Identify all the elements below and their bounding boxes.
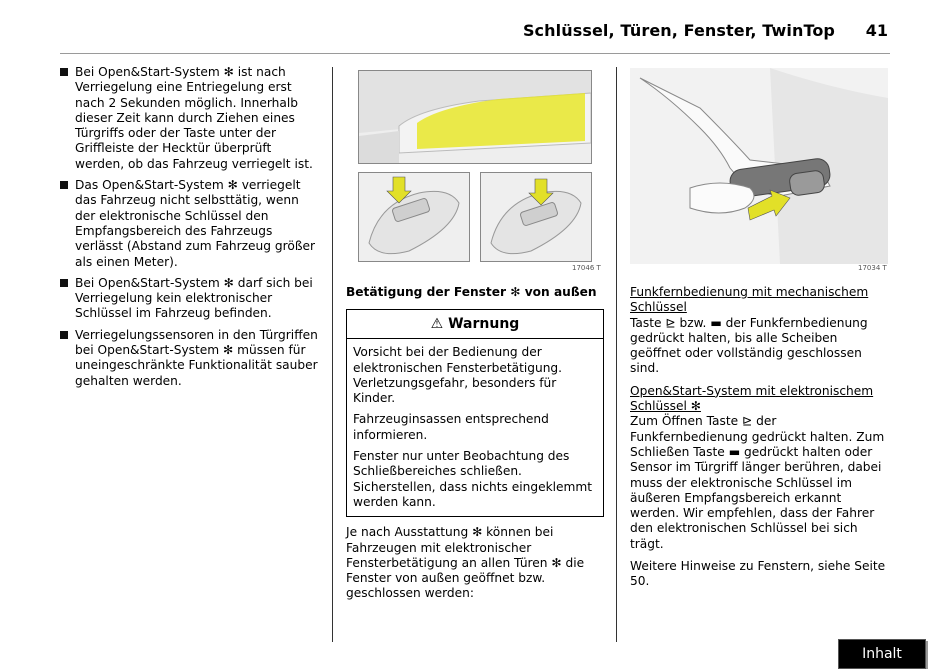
column-2 [346,285,606,602]
door-window-illustration [358,70,592,164]
inhalt-button[interactable]: Inhalt [838,639,926,669]
warning-header [347,310,603,339]
list-item [60,178,322,270]
list-item [60,276,322,322]
warning-paragraph: Vorsicht bei der Bedienung der elektronischen Fensterbetätigung. Verletzungsgefahr, besonders für Kinder. [353,345,563,406]
key-fob-illustration-close [480,172,592,262]
column-divider-right [616,67,617,642]
section-heading: Betätigung der Fenster ✻ von außen [346,285,597,299]
list-item [60,65,322,172]
list-item [60,328,322,389]
bullet-square-icon [60,331,68,339]
page-number: 41 [865,21,888,40]
body-paragraph: Zum Öffnen Taste ⊵ der Funkfernbedienung gedrückt halten. Zum Schließen Taste ▬ gedrückt halten oder Sensor im Türgriff länger berühren, dabei muss der elektronische Schlüssel im äußeren Empfangsbereich erkannt werden. Wir empfehlen, dass der Fahrer den elektronischen Schlüssel bei sich trägt. [630,414,885,551]
bullet-square-icon [60,279,68,287]
header-divider [60,53,890,54]
warning-title: Warnung [448,316,520,333]
warning-box [346,309,604,517]
bullet-square-icon [60,68,68,76]
key-fob-illustration-open [358,172,470,262]
column-divider-left [332,67,333,642]
warning-body [347,339,603,516]
door-handle-hand-illustration [630,68,888,264]
warning-paragraph: Fahrzeuginsassen entsprechend informieren. [353,412,549,442]
header-title: Schlüssel, Türen, Fenster, TwinTop [522,21,835,40]
column-1 [60,65,322,395]
subsection-heading-mechanical: Funkfernbedienung mit mechanischem Schlüssel [630,285,869,315]
list-item-text: Bei Open&Start-System ✻ ist nach Verriegelung eine Entriegelung erst nach 2 Sekunden möglich. Innerhalb dieser Zeit kann durch Ziehen eines Türgriffs oder der Taste unter der Griffleiste der Hecktür überprüft werden, ob das Fahrzeug verriegelt ist. [75,65,313,171]
bullet-square-icon [60,181,68,189]
list-item-text: Bei Open&Start-System ✻ darf sich bei Verriegelung kein elektronischer Schlüssel im Fahrzeug befinden. [75,275,313,321]
list-item-text: Verriegelungssensoren in den Türgriffen bei Open&Start-System ✻ müssen für uneingeschränkte Funktionalität sauber gehalten werden. [75,327,318,388]
body-paragraph: Je nach Ausstattung ✻ können bei Fahrzeugen mit elektronischer Fensterbetätigung an allen Türen ✻ die Fenster von außen geöffnet bzw. geschlossen werden: [346,525,585,601]
warning-paragraph: Fenster nur unter Beobachtung des Schließbereiches schließen. Sicherstellen, dass nichts eingeklemmt werden kann. [353,449,593,509]
body-paragraph: Taste ⊵ bzw. ▬ der Funkfernbedienung gedrückt halten, bis alle Scheiben geöffnet oder vollständig geschlossen sind. [630,315,868,376]
subsection-heading-electronic: Open&Start-System mit elektronischem Schlüssel ✻ [630,383,874,414]
column-3 [630,285,892,597]
list-item-text: Das Open&Start-System ✻ verriegelt das Fahrzeug nicht selbsttätig, wenn der elektronische Schlüssel den Empfangsbereich des Fahrzeugs verlässt (Abstand zum Fahrzeug größer als einen Meter). [75,178,315,269]
figure-label: 17046 T [572,264,601,272]
warning-triangle-icon: ⚠ [430,316,444,333]
figure-label: 17034 T [858,264,887,272]
cross-reference: Weitere Hinweise zu Fenstern, siehe Seite 50. [630,559,886,589]
